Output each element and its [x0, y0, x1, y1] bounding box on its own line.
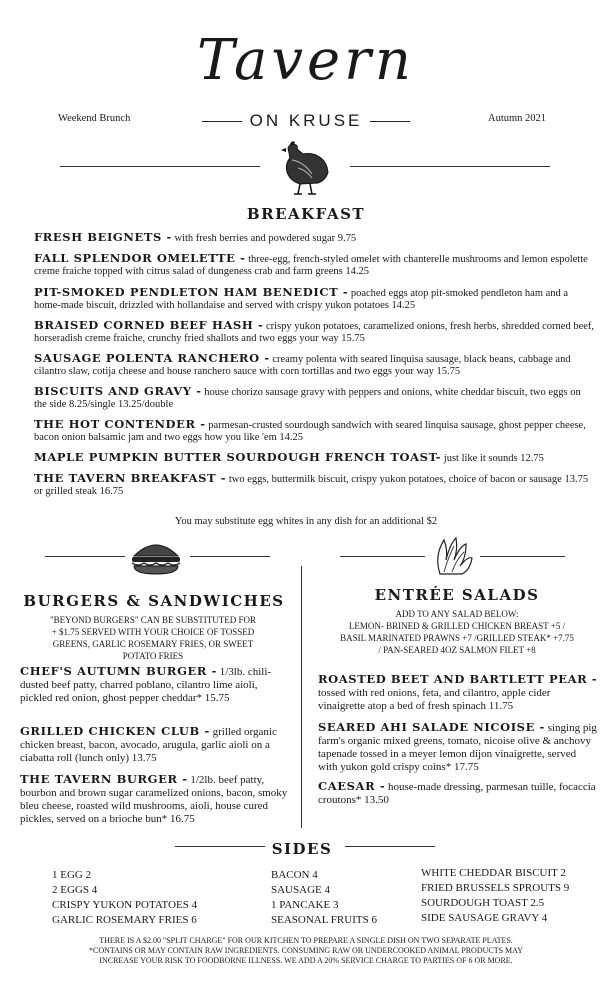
salad-rule-right: [480, 556, 565, 557]
item-name: MAPLE PUMPKIN BUTTER SOURDOUGH FRENCH TOAST-: [34, 450, 442, 464]
side-item: SEASONAL FRUITS 6: [271, 914, 377, 926]
item-desc: house-made dressing, parmesan tuille, focaccia croutons* 13.50: [318, 781, 596, 806]
item-name: BISCUITS AND GRAVY -: [34, 384, 202, 398]
item-desc: creamy polenta with seared linquisa sausage, black beans, cabbage and cilantro slaw, cotija cheese and house ranchero sauce with corn tortillas and two eggs your way 15.75: [34, 354, 571, 377]
side-item: 1 PANCAKE 3: [271, 899, 339, 911]
menu-item: [34, 419, 594, 443]
item-name: FALL SPLENDOR OMELETTE -: [34, 251, 246, 265]
side-item: 1 EGG 2: [52, 869, 92, 881]
season-label: Autumn 2021: [488, 113, 547, 124]
side-item: BACON 4: [271, 869, 318, 881]
burger-rule-right: [190, 556, 270, 557]
menu-item: [318, 721, 598, 774]
weekend-brunch-label: Weekend Brunch: [58, 113, 131, 124]
side-item: GARLIC ROSEMARY FRIES 6: [52, 914, 197, 926]
footer-line: *CONTAINS OR MAY CONTAIN RAW INGREDIENTS. CONSUMING RAW OR UNDERCOOKED ANIMAL PRODUCTS MAY: [89, 946, 523, 955]
salads-title: ENTRÉE SALADS: [374, 586, 540, 604]
item-desc: tossed with red onions, feta, and cilantro, apple cider vinaigrette atop a bed of fresh spinach 11.75: [318, 687, 551, 712]
item-name: CHEF'S AUTUMN BURGER -: [20, 664, 217, 678]
item-name: CAESAR -: [318, 779, 386, 793]
menu-item: [318, 673, 598, 713]
burgers-title: BURGERS & SANDWICHES: [23, 592, 285, 610]
item-desc: house chorizo sausage gravy with peppers and onions, white cheddar biscuit, two eggs on the side 8.25/single 13.25/double: [34, 387, 581, 410]
salads-note: [318, 608, 596, 656]
item-desc: just like it sounds 12.75: [443, 453, 544, 464]
menu-item: [34, 320, 594, 344]
item-desc: three-egg, french-styled omelet with chanterelle mushrooms and lemon espolette creme fraiche topped with citrus salad of dungeness crab and farm greens 14.25: [34, 254, 588, 277]
salads-note-line: / PAN-SEARED 4OZ SALMON FILET +8: [378, 645, 536, 655]
menu-item: [34, 452, 594, 465]
menu-item: [20, 725, 288, 765]
item-name: BRAISED CORNED BEEF HASH -: [34, 318, 264, 332]
breakfast-title: BREAKFAST: [246, 205, 366, 223]
logo-subtitle-text: ON KRUSE: [249, 111, 363, 130]
salads-note-line: BASIL MARINATED PRAWNS +7 /GRILLED STEAK* +7.75: [340, 633, 574, 643]
menu-item: [34, 353, 594, 377]
side-item: WHITE CHEDDAR BISCUIT 2: [421, 867, 566, 879]
footer-line: INCREASE YOUR RISK TO FOODBORNE ILLNESS. WE ADD A 20% SERVICE CHARGE TO PARTIES OF 6 OR MORE.: [99, 956, 513, 965]
side-item: 2 EGGS 4: [52, 884, 98, 896]
item-desc: crispy yukon potatoes, caramelized onions, fresh herbs, shredded corned beef, horseradish creme fraiche, crunchy fried shallots and two eggs your way 15.75: [34, 321, 595, 344]
sides-column-2: [271, 868, 411, 928]
footer-disclaimer: [20, 936, 592, 966]
salads-note-line: LEMON- BRINED & GRILLED CHICKEN BREAST +5 /: [348, 621, 566, 631]
footer-line: THERE IS A $2.00 "SPLIT CHARGE" FOR OUR KITCHEN TO PREPARE A SINGLE DISH ON TWO SEPARATE PLATES.: [99, 936, 513, 945]
menu-item: [318, 780, 598, 807]
item-desc: grilled organic chicken breast, bacon, avocado, arugula, garlic aioli on a ciabatta roll (lunch only) 13.75: [20, 726, 277, 764]
item-desc: parmesan-crusted sourdough sandwich with seared linquisa sausage, ghost pepper cheese, bacon onion balsamic jam and two eggs how you like 'em 14.25: [34, 420, 586, 443]
salads-note-line: ADD TO ANY SALAD BELOW:: [395, 609, 519, 619]
item-name: THE TAVERN BREAKFAST -: [34, 471, 227, 485]
logo-script: Tavern: [196, 28, 415, 93]
burgers-note: "BEYOND BURGERS" CAN BE SUBSTITUTED FOR + $1.75 SERVED WITH YOUR CHOICE OF TOSSED GREENS, GARLIC ROSEMARY FRIES, OR SWEET POTATO FRIES: [49, 615, 257, 661]
logo-subtitle: [0, 111, 612, 131]
item-name: FRESH BEIGNETS -: [34, 230, 172, 244]
menu-item: [34, 253, 594, 277]
side-item: SIDE SAUSAGE GRAVY 4: [421, 912, 548, 924]
item-desc: poached eggs atop pit-smoked pendleton ham and a home-made biscuit, drizzled with hollandaise and served with crispy yukon potatoes 14.25: [34, 288, 569, 311]
item-name: SAUSAGE POLENTA RANCHERO -: [34, 351, 270, 365]
sides-column-1: [52, 868, 262, 928]
side-item: SAUSAGE 4: [271, 884, 330, 896]
item-desc: 1/2lb. beef patty, bourbon and brown sugar caramelized onions, bacon, smoky bleu cheese, roasted wild mushrooms, aioli, house cured pickles, served on a brioche bun* 16.75: [20, 774, 288, 825]
item-desc: with fresh berries and powdered sugar 9.75: [174, 233, 357, 244]
sides-column-3: [421, 866, 606, 926]
salad-rule-left: [340, 556, 425, 557]
menu-item: [20, 665, 288, 705]
column-divider: [301, 566, 302, 828]
egg-white-note: You may substitute egg whites in any dish for an additional $2: [174, 516, 438, 527]
chicken-icon: [274, 138, 338, 200]
menu-item: [34, 386, 594, 410]
burger-rule-left: [45, 556, 125, 557]
menu-item: [20, 773, 288, 826]
side-item: CRISPY YUKON POTATOES 4: [52, 899, 198, 911]
item-desc: 1/3lb. chili-dusted beef patty, charred poblano, cilantro lime aioli, pickled red onion, ghost pepper cheddar* 15.75: [20, 666, 272, 704]
item-desc: two eggs, buttermilk biscuit, crispy yukon potatoes, choice of bacon or sausage 13.75 or grilled steak 16.75: [34, 474, 589, 497]
lettuce-icon: [430, 534, 478, 578]
item-desc: singing pig farm's organic mixed greens, tomato, nicoise olive & anchovy tapenade tossed in a meyer lemon dijon vinaigrette, served with yukon gold crispy coins* 17.75: [318, 722, 597, 773]
item-name: ROASTED BEET AND BARTLETT PEAR -: [318, 672, 598, 686]
item-name: THE TAVERN BURGER -: [20, 772, 188, 786]
header-rule-left: [60, 166, 260, 167]
item-name: GRILLED CHICKEN CLUB -: [20, 724, 210, 738]
menu-item: [34, 287, 594, 311]
burger-icon: [128, 538, 184, 578]
menu-item: [34, 473, 594, 497]
item-name: THE HOT CONTENDER -: [34, 417, 206, 431]
item-name: SEARED AHI SALADE NICOISE -: [318, 720, 545, 734]
header-rule-right: [350, 166, 550, 167]
item-name: PIT-SMOKED PENDLETON HAM BENEDICT -: [34, 285, 349, 299]
side-item: FRIED BRUSSELS SPROUTS 9: [421, 882, 570, 894]
menu-item: [34, 232, 594, 245]
sides-title: SIDES: [271, 840, 333, 858]
side-item: SOURDOUGH TOAST 2.5: [421, 897, 545, 909]
